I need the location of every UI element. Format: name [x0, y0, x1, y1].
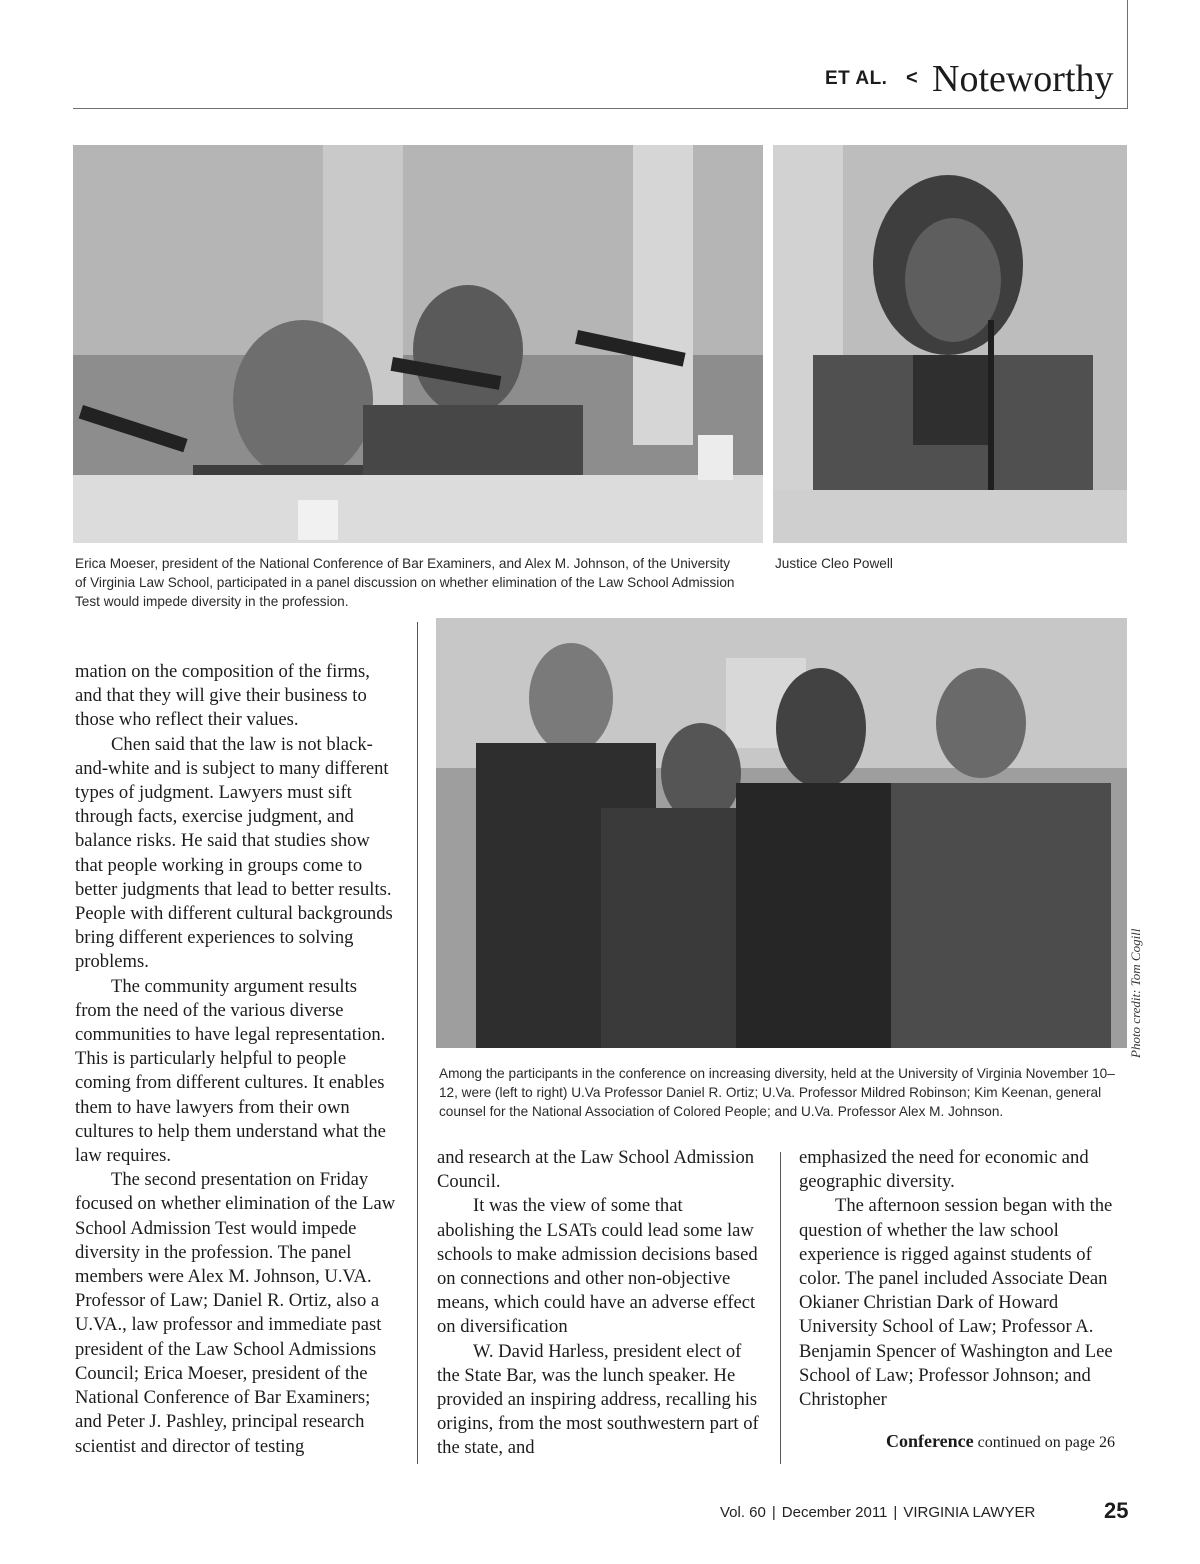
section-chevron: < — [906, 67, 918, 89]
col3-paragraph: The afternoon session began with the question of whether the law school experience is rigged against students of color. The panel included Associate Dean Okianer Christian Dark of Howard University School of Law; Professor A. Benjamin Spencer of Washington and Lee School of Law; Professor Johnson; and Christopher — [799, 1195, 1113, 1411]
footer-separator: | — [771, 1504, 776, 1521]
article-column-3 — [799, 1146, 1121, 1412]
col2-paragraph: It was the view of some that abolishing the LSATs could lead some law schools to make admission decisions based on connections and other non-objective means, which could have an adverse effect on diversification — [437, 1195, 758, 1338]
footer-volume: Vol. 60 — [720, 1504, 766, 1521]
panel-discussion-photo — [73, 145, 763, 543]
col2-paragraph: W. David Harless, president elect of the State Bar, was the lunch speaker. He provided an inspiring address, recalling his origins, from the most southwestern part of the state, and — [437, 1340, 759, 1459]
col2-paragraph: and research at the Law School Admission Council. — [437, 1147, 755, 1193]
footer-publication: VIRGINIA LAWYER — [903, 1504, 1036, 1521]
page-footer — [720, 1504, 1035, 1521]
continued-rest: continued on page 26 — [977, 1434, 1115, 1451]
col3-paragraph: emphasized the need for economic and geographic diversity. — [799, 1147, 1089, 1193]
col1-paragraph: Chen said that the law is not black-and-white and is subject to many different types of judgment. Lawyers must sift through facts, exercise judgment, and balance risks. He said that studies show that people working in groups come to better judgments that lead to better results. People with different cultural backgrounds bring different experiences to solving problems. — [75, 733, 393, 973]
column-divider — [417, 622, 418, 1464]
panel-photo-caption: Erica Moeser, president of the National Conference of Bar Examiners, and Alex M. Johnson, of the University of Virginia Law School, participated in a panel discussion on whether elimination of the Law School Admission Test would impede diversity in the profession. — [75, 556, 735, 609]
header-rule — [73, 108, 1128, 109]
article-column-1 — [75, 660, 397, 1459]
col1-paragraph: mation on the composition of the firms, and that they will give their business to those who reflect their values. — [75, 661, 370, 731]
page-number: 25 — [1104, 1498, 1129, 1523]
photo-credit: Photo credit: Tom Cogill — [1128, 928, 1143, 1058]
group-photo — [436, 618, 1127, 1048]
continued-note — [886, 1431, 1126, 1452]
footer-separator: | — [893, 1504, 898, 1521]
header-vertical-rule — [1127, 0, 1128, 108]
page-title: Noteworthy — [932, 58, 1114, 100]
column-divider — [780, 1152, 781, 1464]
continued-word: Conference — [886, 1431, 974, 1451]
col1-paragraph: The second presentation on Friday focused on whether elimination of the Law School Admission Test would impede diversity in the profession. The panel members were Alex M. Johnson, U.VA. Professor of Law; Daniel R. Ortiz, also a U.VA., law professor and immediate past president of the Law School Admissions Council; Erica Moeser, president of the National Conference of Bar Examiners; and Peter J. Pashley, principal research scientist and director of testing — [75, 1169, 396, 1457]
powell-photo-caption: Justice Cleo Powell — [775, 556, 893, 571]
footer-date: December 2011 — [781, 1504, 888, 1521]
section-label: ET AL. — [825, 68, 888, 89]
article-column-2 — [437, 1146, 759, 1461]
justice-powell-photo — [773, 145, 1127, 543]
group-photo-caption: Among the participants in the conference on increasing diversity, held at the University of Virginia November 10–12, were (left to right) U.Va Professor Daniel R. Ortiz; U.Va. Professor Mildred Robinson; Kim Keenan, general counsel for the National Association of Colored People; and U.Va. Professor Alex M. Johnson. — [439, 1066, 1115, 1119]
col1-paragraph: The community argument results from the need of the various diverse communities to have legal representation. This is particularly helpful to people coming from different cultures. It enables them to have lawyers from their own cultures to help them understand what the law requires. — [75, 975, 386, 1167]
